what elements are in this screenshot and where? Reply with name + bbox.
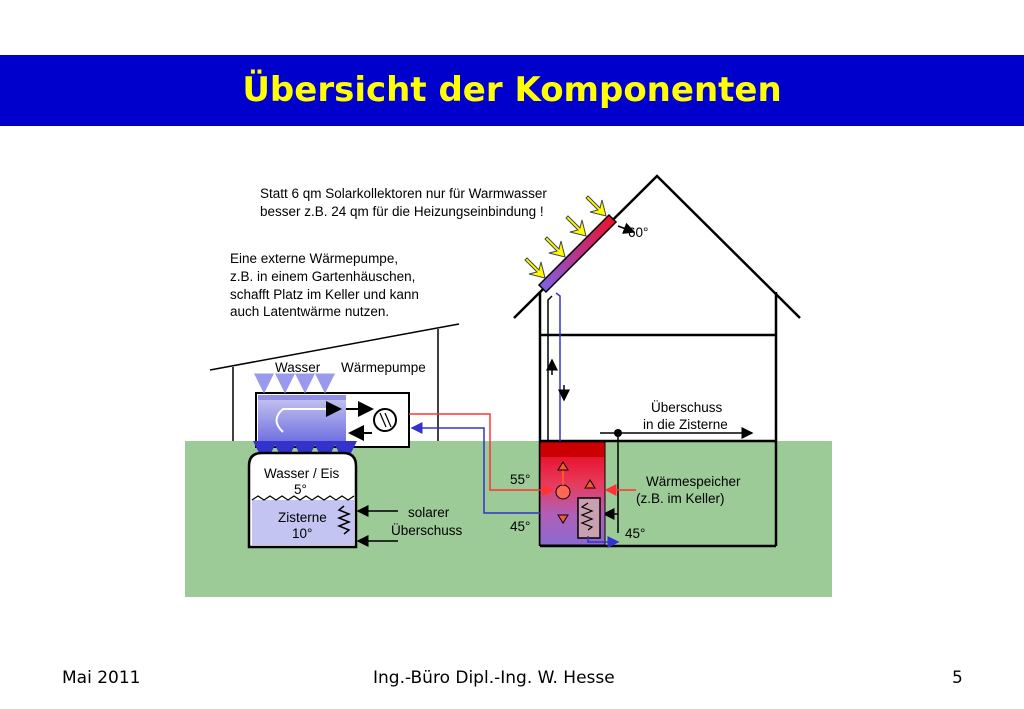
footer-page-number: 5 bbox=[952, 668, 963, 688]
footer-date: Mai 2011 bbox=[62, 668, 141, 688]
label-wasser: Wasser bbox=[275, 360, 321, 375]
label-storage-2: (z.B. im Keller) bbox=[636, 491, 725, 506]
note-heatpump bbox=[230, 251, 419, 319]
label-surplus-cistern-2: in die Zisterne bbox=[643, 417, 728, 432]
note-heatpump-line-4: auch Latentwärme nutzen. bbox=[230, 304, 390, 319]
collector-pipes bbox=[548, 226, 634, 441]
heat-pump bbox=[256, 393, 409, 447]
label-waermepumpe: Wärmepumpe bbox=[341, 360, 426, 375]
note-heatpump-line-3: schafft Platz im Keller und kann bbox=[230, 287, 419, 302]
note-heatpump-line-1: Eine externe Wärmepumpe, bbox=[230, 251, 399, 266]
note-heatpump-line-2: z.B. in einem Gartenhäuschen, bbox=[230, 269, 416, 284]
label-solar-surplus-2: Überschuss bbox=[391, 523, 463, 538]
heat-storage-tank bbox=[540, 442, 605, 545]
label-wasser-eis: Wasser / Eis bbox=[264, 466, 340, 481]
footer-author: Ing.-Büro Dipl.-Ing. W. Hesse bbox=[373, 668, 615, 688]
temp-55: 55° bbox=[510, 472, 531, 487]
note-collectors bbox=[260, 186, 547, 219]
temp-cistern: 10° bbox=[292, 526, 313, 541]
temp-collector: 60° bbox=[628, 225, 649, 240]
label-storage-1: Wärmespeicher bbox=[646, 474, 741, 489]
note-collectors-line-1: Statt 6 qm Solarkollektoren nur für Warmwasser bbox=[260, 186, 547, 201]
ambient-air-arrows bbox=[264, 374, 325, 391]
note-collectors-line-2: besser z.B. 24 qm für die Heizungseinbindung ! bbox=[260, 204, 544, 219]
slide-title: Übersicht der Komponenten bbox=[242, 70, 782, 110]
label-solar-surplus-1: solarer bbox=[408, 505, 450, 520]
temp-45-right: 45° bbox=[625, 526, 646, 541]
label-zisterne: Zisterne bbox=[278, 510, 327, 525]
temp-45-left: 45° bbox=[510, 519, 531, 534]
label-surplus-cistern-1: Überschuss bbox=[651, 400, 723, 415]
temp-ice: 5° bbox=[294, 482, 307, 497]
